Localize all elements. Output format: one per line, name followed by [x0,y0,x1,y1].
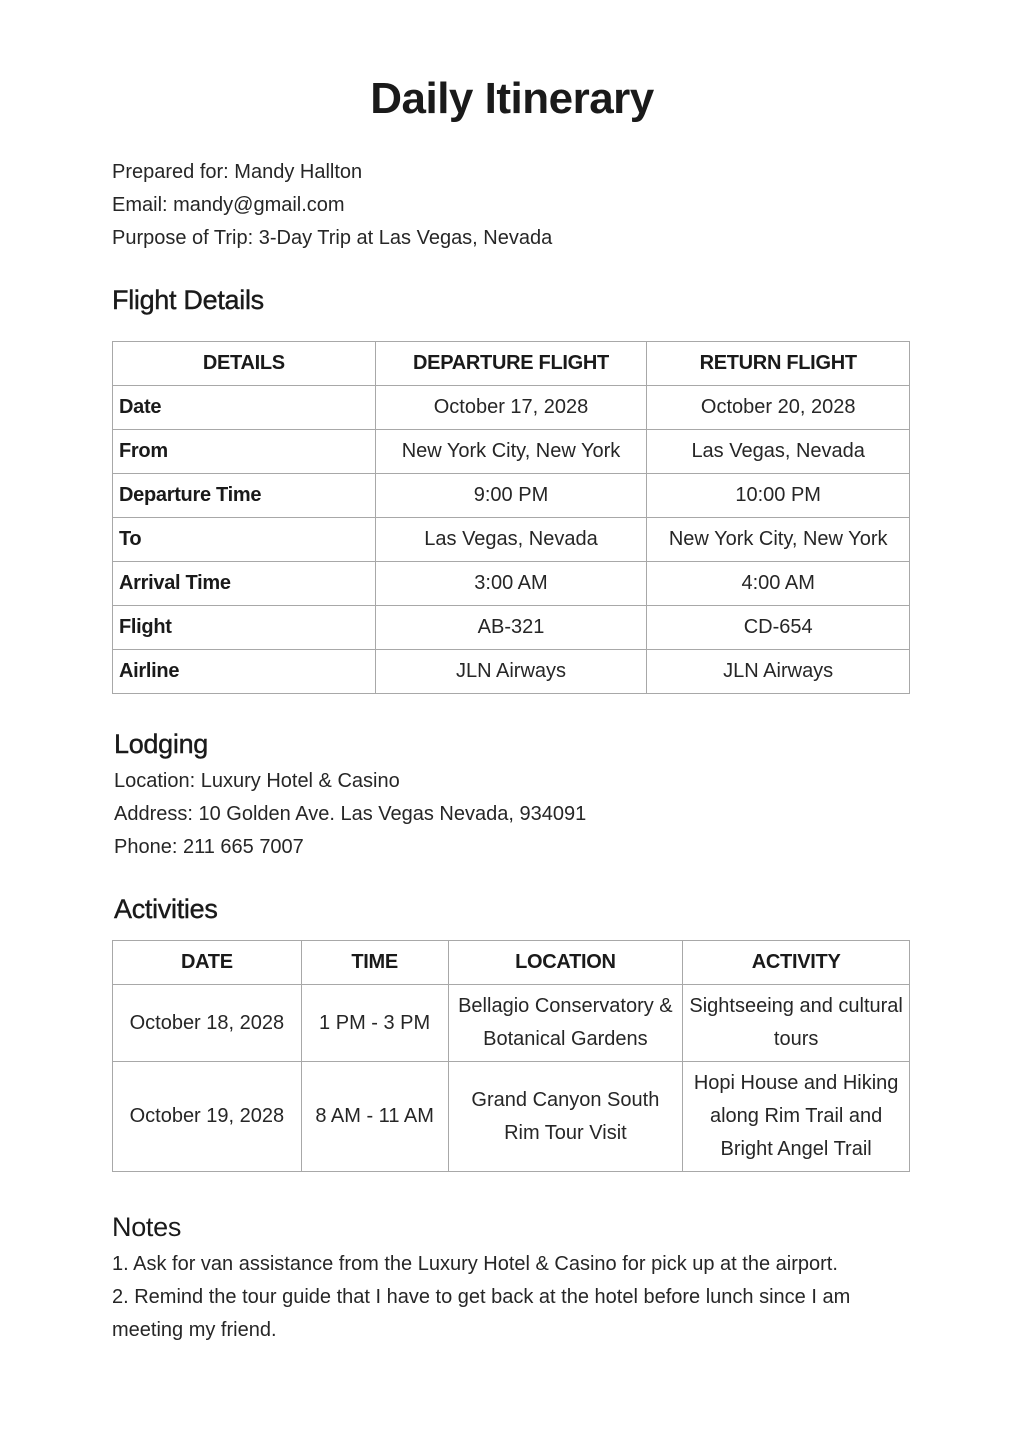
departure-cell: JLN Airways [375,650,647,694]
table-row [113,985,910,1062]
departure-cell: New York City, New York [375,430,647,474]
lodging-location: Location: Luxury Hotel & Casino [114,770,400,792]
lodging-address: Address: 10 Golden Ave. Las Vegas Nevada, 934091 [114,803,587,825]
column-header: DEPARTURE FLIGHT [375,342,647,386]
table-row [113,606,910,650]
activity-description: Sightseeing and cultural tours [683,985,910,1062]
departure-cell: 9:00 PM [375,474,647,518]
notes-heading: Notes [112,1212,182,1242]
prepared-for: Prepared for: Mandy Hallton [112,161,363,183]
row-label: To [113,518,376,562]
activity-location: Bellagio Conservatory & Botanical Gardens [448,985,683,1062]
return-cell: Las Vegas, Nevada [647,430,910,474]
row-label: Arrival Time [113,562,376,606]
table-row [113,562,910,606]
table-row [113,518,910,562]
return-cell: 4:00 AM [647,562,910,606]
table-row [113,1062,910,1172]
column-header: LOCATION [448,941,683,985]
note-item: 1. Ask for van assistance from the Luxury Hotel & Casino for pick up at the airport. [112,1253,838,1275]
table-row [113,650,910,694]
return-cell: JLN Airways [647,650,910,694]
table-row [113,386,910,430]
activity-date: October 18, 2028 [113,985,302,1062]
trip-purpose: Purpose of Trip: 3-Day Trip at Las Vegas, Nevada [112,227,553,249]
row-label: Departure Time [113,474,376,518]
return-cell: October 20, 2028 [647,386,910,430]
column-header: TIME [301,941,448,985]
return-cell: 10:00 PM [647,474,910,518]
table-row [113,474,910,518]
table-header-row [113,342,910,386]
table-row [113,430,910,474]
table-header-row [113,941,910,985]
column-header: DETAILS [113,342,376,386]
return-cell: New York City, New York [647,518,910,562]
row-label: From [113,430,376,474]
activity-location: Grand Canyon South Rim Tour Visit [448,1062,683,1172]
activities-heading: Activities [114,894,218,924]
activity-time: 8 AM - 11 AM [301,1062,448,1172]
activity-description: Hopi House and Hiking along Rim Trail and Bright Angel Trail [683,1062,910,1172]
lodging-heading: Lodging [114,729,208,759]
row-label: Airline [113,650,376,694]
page-title: Daily Itinerary [370,74,654,123]
departure-cell: October 17, 2028 [375,386,647,430]
lodging-phone: Phone: 211 665 7007 [114,836,304,858]
activities-table [112,940,910,1172]
departure-cell: Las Vegas, Nevada [375,518,647,562]
activity-date: October 19, 2028 [113,1062,302,1172]
traveler-info [112,156,552,255]
activity-time: 1 PM - 3 PM [301,985,448,1062]
email: Email: mandy@gmail.com [112,194,345,216]
flight-details-heading: Flight Details [112,285,264,315]
column-header: RETURN FLIGHT [647,342,910,386]
lodging-info [114,765,586,864]
note-item: 2. Remind the tour guide that I have to get back at the hotel before lunch since I am meeting my friend. [112,1286,851,1341]
return-cell: CD-654 [647,606,910,650]
row-label: Flight [113,606,376,650]
column-header: ACTIVITY [683,941,910,985]
row-label: Date [113,386,376,430]
flight-details-table [112,341,910,694]
notes-list [112,1248,902,1347]
column-header: DATE [113,941,302,985]
departure-cell: 3:00 AM [375,562,647,606]
departure-cell: AB-321 [375,606,647,650]
